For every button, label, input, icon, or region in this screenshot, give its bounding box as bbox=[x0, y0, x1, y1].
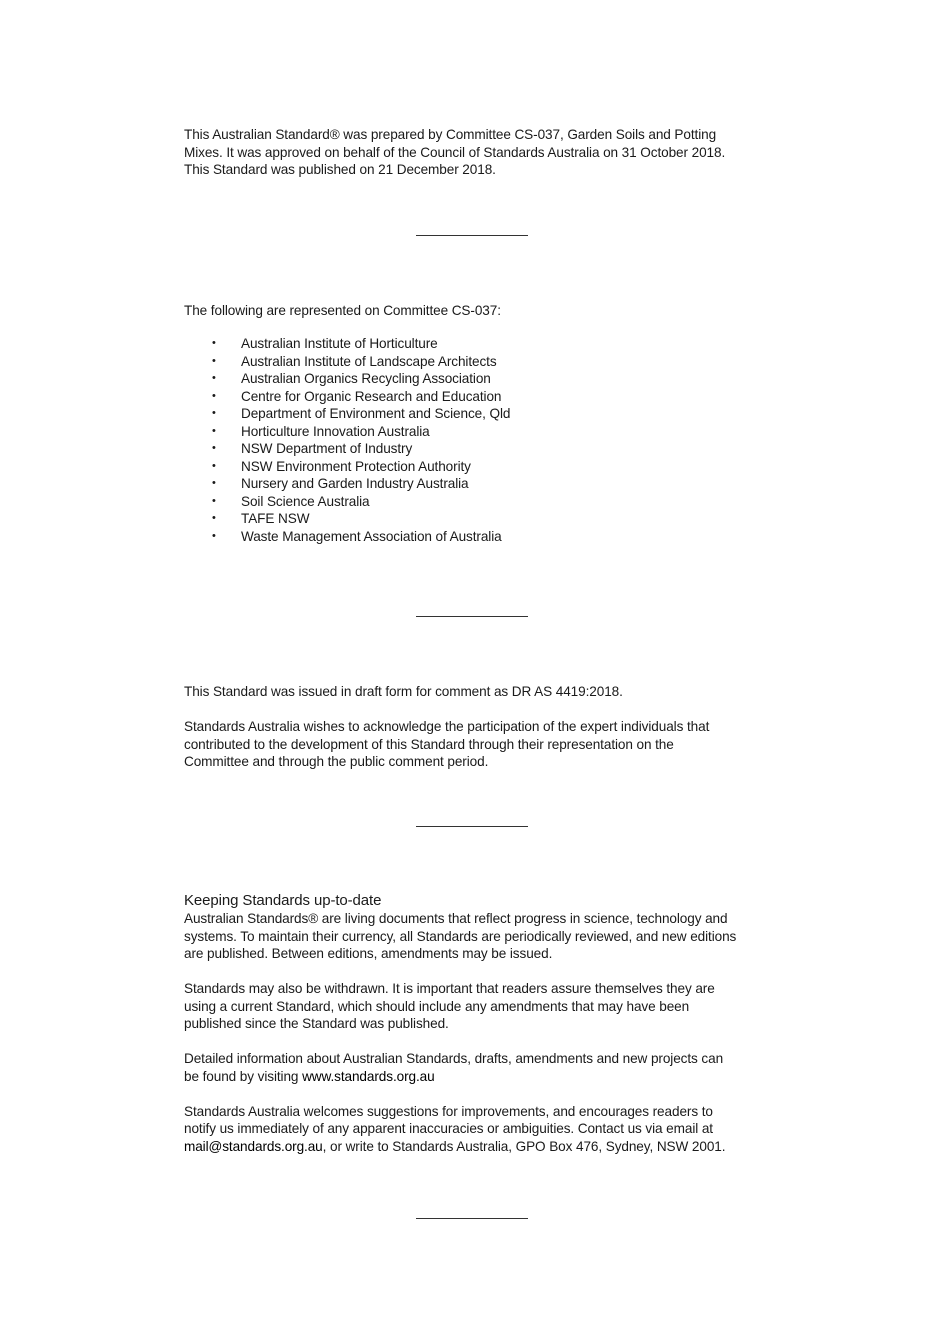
keeping-up-to-date-section bbox=[184, 892, 774, 1155]
preparation-line: Mixes. It was approved on behalf of the Council of Standards Australia on 31 October 2018. bbox=[184, 144, 726, 160]
bullet-icon: • bbox=[212, 459, 216, 472]
section-divider bbox=[416, 1218, 528, 1219]
list-item bbox=[184, 335, 774, 353]
member-name: NSW Environment Protection Authority bbox=[241, 458, 471, 474]
acknowledgement-line: Standards Australia wishes to acknowledge the participation of the expert individuals that bbox=[184, 719, 710, 734]
draft-section bbox=[184, 683, 774, 771]
bullet-icon: • bbox=[212, 477, 216, 489]
member-name: Australian Institute of Landscape Architects bbox=[241, 353, 497, 369]
paragraph-text: , or write to Standards Australia, GPO Box 476, Sydney, NSW 2001. bbox=[322, 1138, 726, 1154]
member-name: NSW Department of Industry bbox=[241, 441, 413, 456]
list-item bbox=[184, 458, 774, 476]
member-name: Australian Organics Recycling Association bbox=[241, 371, 491, 386]
list-item bbox=[184, 423, 774, 441]
section-divider bbox=[416, 235, 528, 236]
section-divider bbox=[416, 616, 528, 617]
section-divider bbox=[416, 826, 528, 827]
member-name: Department of Environment and Science, Qld bbox=[241, 406, 511, 421]
paragraph-line bbox=[184, 1138, 774, 1156]
list-item bbox=[184, 353, 774, 371]
paragraph-line: using a current Standard, which should include any amendments that may have been bbox=[184, 998, 690, 1014]
member-name: Waste Management Association of Australia bbox=[241, 528, 502, 544]
list-item bbox=[184, 528, 774, 546]
bullet-icon: • bbox=[212, 494, 216, 507]
section-heading: Keeping Standards up-to-date bbox=[184, 892, 382, 909]
bullet-icon: • bbox=[212, 354, 216, 367]
committee-section bbox=[184, 302, 774, 545]
preparation-statement bbox=[184, 126, 774, 179]
acknowledgement-line: Committee and through the public comment period. bbox=[184, 754, 489, 769]
member-name: Australian Institute of Horticulture bbox=[241, 336, 438, 351]
paragraph-line: published since the Standard was published. bbox=[184, 1016, 449, 1031]
bullet-icon: • bbox=[212, 389, 216, 402]
paragraph-line: Australian Standards® are living documents that reflect progress in science, technology and bbox=[184, 911, 728, 926]
bullet-icon: • bbox=[212, 529, 216, 542]
list-item bbox=[184, 440, 774, 458]
bullet-icon: • bbox=[212, 372, 216, 384]
list-item bbox=[184, 388, 774, 406]
website-link[interactable]: www.standards.org.au bbox=[302, 1068, 435, 1084]
paragraph-text: be found by visiting bbox=[184, 1068, 303, 1084]
preparation-line: This Australian Standard® was prepared by Committee CS-037, Garden Soils and Potting bbox=[184, 127, 717, 142]
list-item bbox=[184, 370, 774, 388]
committee-member-list bbox=[184, 335, 774, 545]
list-item bbox=[184, 475, 774, 493]
acknowledgement-line: contributed to the development of this Standard through their representation on the bbox=[184, 736, 674, 752]
paragraph-line: are published. Between editions, amendments may be issued. bbox=[184, 946, 553, 961]
paragraph-line: Standards may also be withdrawn. It is important that readers assure themselves they are bbox=[184, 981, 715, 996]
list-item bbox=[184, 493, 774, 511]
list-item bbox=[184, 405, 774, 423]
draft-issued-note: This Standard was issued in draft form for comment as DR AS 4419:2018. bbox=[184, 684, 623, 699]
member-name: Nursery and Garden Industry Australia bbox=[241, 476, 469, 491]
paragraph-line: notify us immediately of any apparent inaccuracies or ambiguities. Contact us via email at bbox=[184, 1121, 713, 1136]
paragraph-line: systems. To maintain their currency, all Standards are periodically reviewed, and new editions bbox=[184, 928, 737, 944]
list-item bbox=[184, 510, 774, 528]
bullet-icon: • bbox=[212, 407, 216, 419]
member-name: TAFE NSW bbox=[241, 511, 310, 526]
paragraph-line: Standards Australia welcomes suggestions for improvements, and encourages readers to bbox=[184, 1103, 713, 1119]
email-link[interactable]: mail@standards.org.au bbox=[184, 1138, 323, 1154]
preparation-line: This Standard was published on 21 December 2018. bbox=[184, 162, 496, 177]
paragraph-line: Detailed information about Australian Standards, drafts, amendments and new projects can bbox=[184, 1051, 724, 1066]
member-name: Centre for Organic Research and Education bbox=[241, 388, 502, 404]
bullet-icon: • bbox=[212, 512, 216, 524]
committee-intro: The following are represented on Committee CS-037: bbox=[184, 303, 501, 318]
bullet-icon: • bbox=[212, 337, 216, 349]
bullet-icon: • bbox=[212, 442, 216, 454]
member-name: Soil Science Australia bbox=[241, 493, 370, 509]
bullet-icon: • bbox=[212, 424, 216, 437]
member-name: Horticulture Innovation Australia bbox=[241, 423, 430, 439]
paragraph-line bbox=[184, 1068, 774, 1086]
